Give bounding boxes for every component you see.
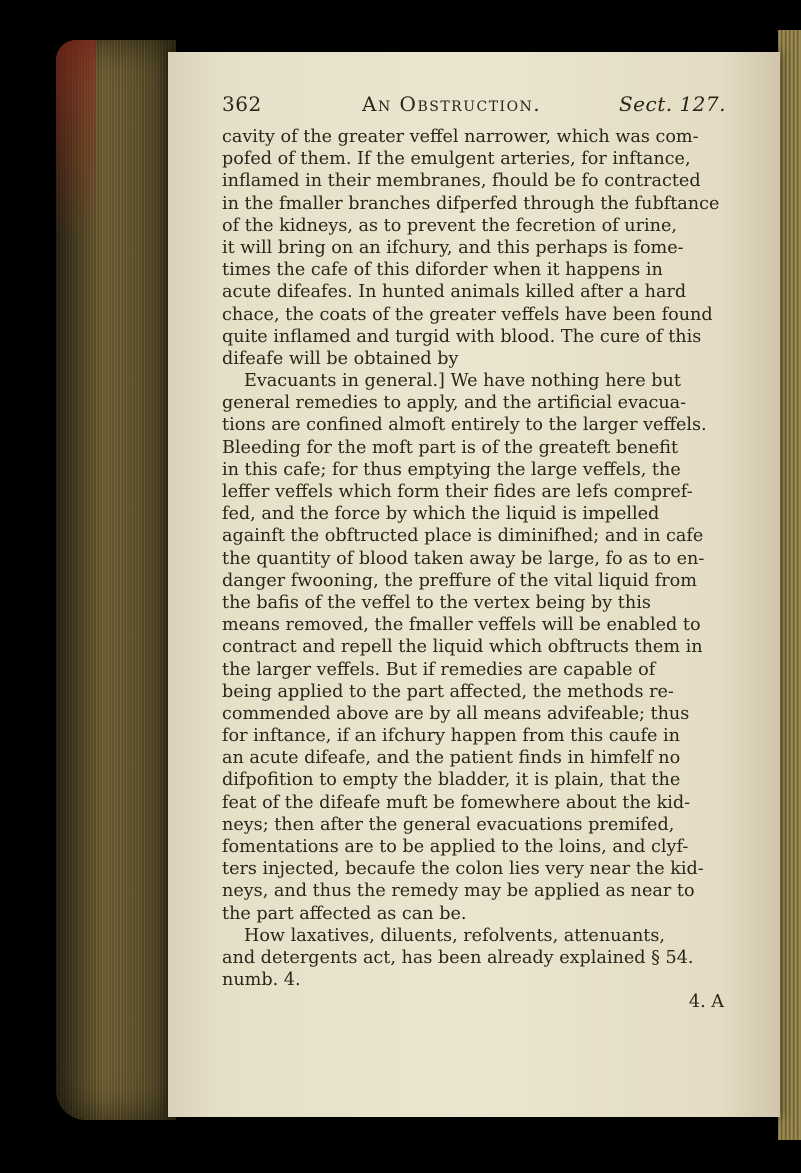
text-line: an acute difeafe, and the patient finds in himfelf no (222, 748, 681, 769)
text-line: How laxatives, diluents, refolvents, attenuants, (244, 925, 665, 946)
catchword: 4. A (688, 992, 724, 1013)
text-line: againft the obftructed place is diminifhed; and in cafe (222, 526, 704, 547)
text-line: for inftance, if an ifchury happen from this caufe in (222, 726, 680, 747)
text-line: Bleeding for the moft part is of the greateft benefit (222, 437, 679, 458)
page-number: 362 (222, 92, 262, 116)
body-text (222, 126, 726, 991)
text-line: times the cafe of this diforder when it happens in (222, 260, 663, 281)
section-number: Sect. 127. (618, 92, 726, 116)
page-text (222, 92, 726, 1013)
text-line: being applied to the part affected, the methods re- (222, 681, 674, 702)
text-line: Evacuants in general.] We have nothing here but (244, 371, 681, 392)
text-line: in this cafe; for thus emptying the large veffels, the (222, 459, 681, 480)
text-line: tions are confined almoft entirely to the larger veffels. (222, 415, 707, 436)
text-line: fomentations are to be applied to the loins, and clyf- (222, 837, 689, 857)
text-line: neys, and thus the remedy may be applied as near to (222, 881, 695, 902)
page-edges-right (778, 30, 801, 1140)
text-line: difpofition to empty the bladder, it is plain, that the (222, 770, 681, 791)
text-line: difeafe will be obtained by (222, 348, 459, 369)
text-line: the bafis of the veffel to the vertex being by this (222, 592, 651, 613)
text-line: leffer veffels which form their fides are lefs compref- (222, 482, 693, 502)
text-line: fed, and the force by which the liquid is impelled (222, 504, 660, 525)
text-line: acute difeafes. In hunted animals killed after a hard (222, 282, 687, 303)
text-line: means removed, the fmaller veffels will be enabled to (222, 615, 701, 636)
text-line: in the fmaller branches difperfed through the fubftance (222, 193, 720, 214)
text-line: pofed of them. If the emulgent arteries, for inftance, (222, 149, 691, 170)
text-line: feat of the difeafe muft be fomewhere about the kid- (222, 792, 691, 813)
text-line: neys; then after the general evacuations premifed, (222, 814, 675, 835)
running-head (222, 92, 726, 126)
text-line: chace, the coats of the greater veffels have been found (222, 304, 713, 325)
text-line: general remedies to apply, and the artificial evacua- (222, 393, 687, 414)
text-line: danger fwooning, the preffure of the vital liquid from (222, 570, 697, 591)
text-line: and detergents act, has been already explained § 54. (222, 947, 694, 968)
running-title: An Obstruction. (362, 92, 542, 116)
text-line: commended above are by all means advifeable; thus (222, 703, 690, 724)
text-line: contract and repell the liquid which obftructs them in (222, 637, 703, 658)
text-line: it will bring on an ifchury, and this perhaps is fome- (222, 237, 684, 258)
text-line: the part affected as can be. (222, 903, 467, 924)
text-line: inflamed in their membranes, fhould be fo contracted (222, 171, 701, 192)
text-line: the larger veffels. But if remedies are capable of (222, 659, 656, 680)
text-line: quite inflamed and turgid with blood. The cure of this (222, 326, 702, 347)
text-line: numb. 4. (222, 970, 301, 991)
text-line: cavity of the greater veffel narrower, which was com- (222, 127, 699, 147)
text-line: the quantity of blood taken away be large, fo as to en- (222, 548, 705, 569)
text-line: ters injected, becaufe the colon lies very near the kid- (222, 859, 704, 880)
binding-red-tint (56, 40, 96, 240)
text-line: of the kidneys, as to prevent the fecretion of urine, (222, 215, 677, 236)
